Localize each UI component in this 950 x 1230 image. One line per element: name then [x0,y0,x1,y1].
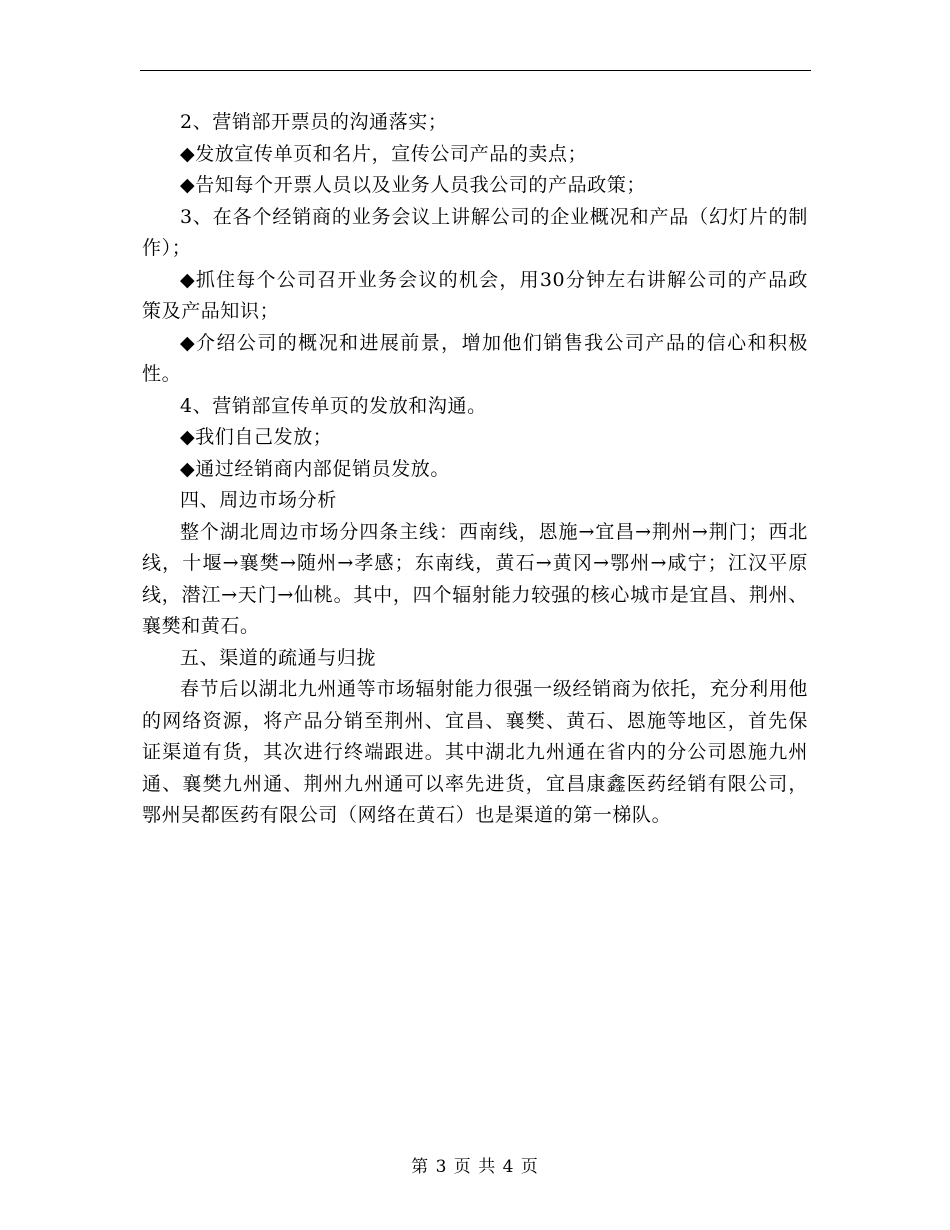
paragraph: 春节后以湖北九州通等市场辐射能力很强一级经销商为依托，充分利用他的网络资源，将产品分销至荆州、宜昌、襄樊、黄石、恩施等地区，首先保证渠道有货，其次进行终端跟进。其中湖北九州通在省内的分公司恩施九州通、襄樊九州通、荆州九州通可以率先进货，宜昌康鑫医药经销有限公司，鄂州吴都医药有限公司（网络在黄石）也是渠道的第一梯队。 [142,678,808,826]
section-heading: 五、渠道的疏通与归拢 [180,646,377,669]
paragraph: ◆发放宣传单页和名片，宣传公司产品的卖点； [180,142,588,165]
header-rule [140,70,811,71]
section-heading: 四、周边市场分析 [180,489,337,511]
paragraph: 整个湖北周边市场分四条主线：西南线，恩施→宜昌→荆州→荆门；西北线，十堰→襄樊→随州→孝感；东南线，黄石→黄冈→鄂州→咸宁；江汉平原线，潜江→天门→仙桃。其中，四个辐射能力较强的核心城市是宜昌、荆州、襄樊和黄石。 [142,520,808,637]
paragraph: ◆抓住每个公司召开业务会议的机会，用30分钟左右讲解公司的产品政策及产品知识； [142,268,808,322]
paragraph: ◆通过经销商内部促销员发放。 [180,457,451,480]
paragraph: ◆我们自己发放； [180,426,333,448]
current-page-number: 3 [435,1157,448,1177]
paragraph: ◆告知每个开票人员以及业务人员我公司的产品政策； [180,174,647,196]
paragraph: 4、营销部宣传单页的发放和沟通。 [180,394,487,417]
footer-middle: 页 共 [453,1157,497,1177]
footer-prefix: 第 [411,1157,430,1177]
paragraph: 2、营销部开票员的沟通落实； [180,111,448,133]
document-body [142,107,808,832]
page-footer [0,1152,950,1177]
total-pages-number: 4 [502,1157,515,1177]
footer-suffix: 页 [520,1157,539,1177]
paragraph: ◆介绍公司的概况和进展前景，增加他们销售我公司产品的信心和积极性。 [142,331,808,385]
paragraph: 3、在各个经销商的业务会议上讲解公司的企业概况和产品（幻灯片的制作）； [142,205,808,259]
